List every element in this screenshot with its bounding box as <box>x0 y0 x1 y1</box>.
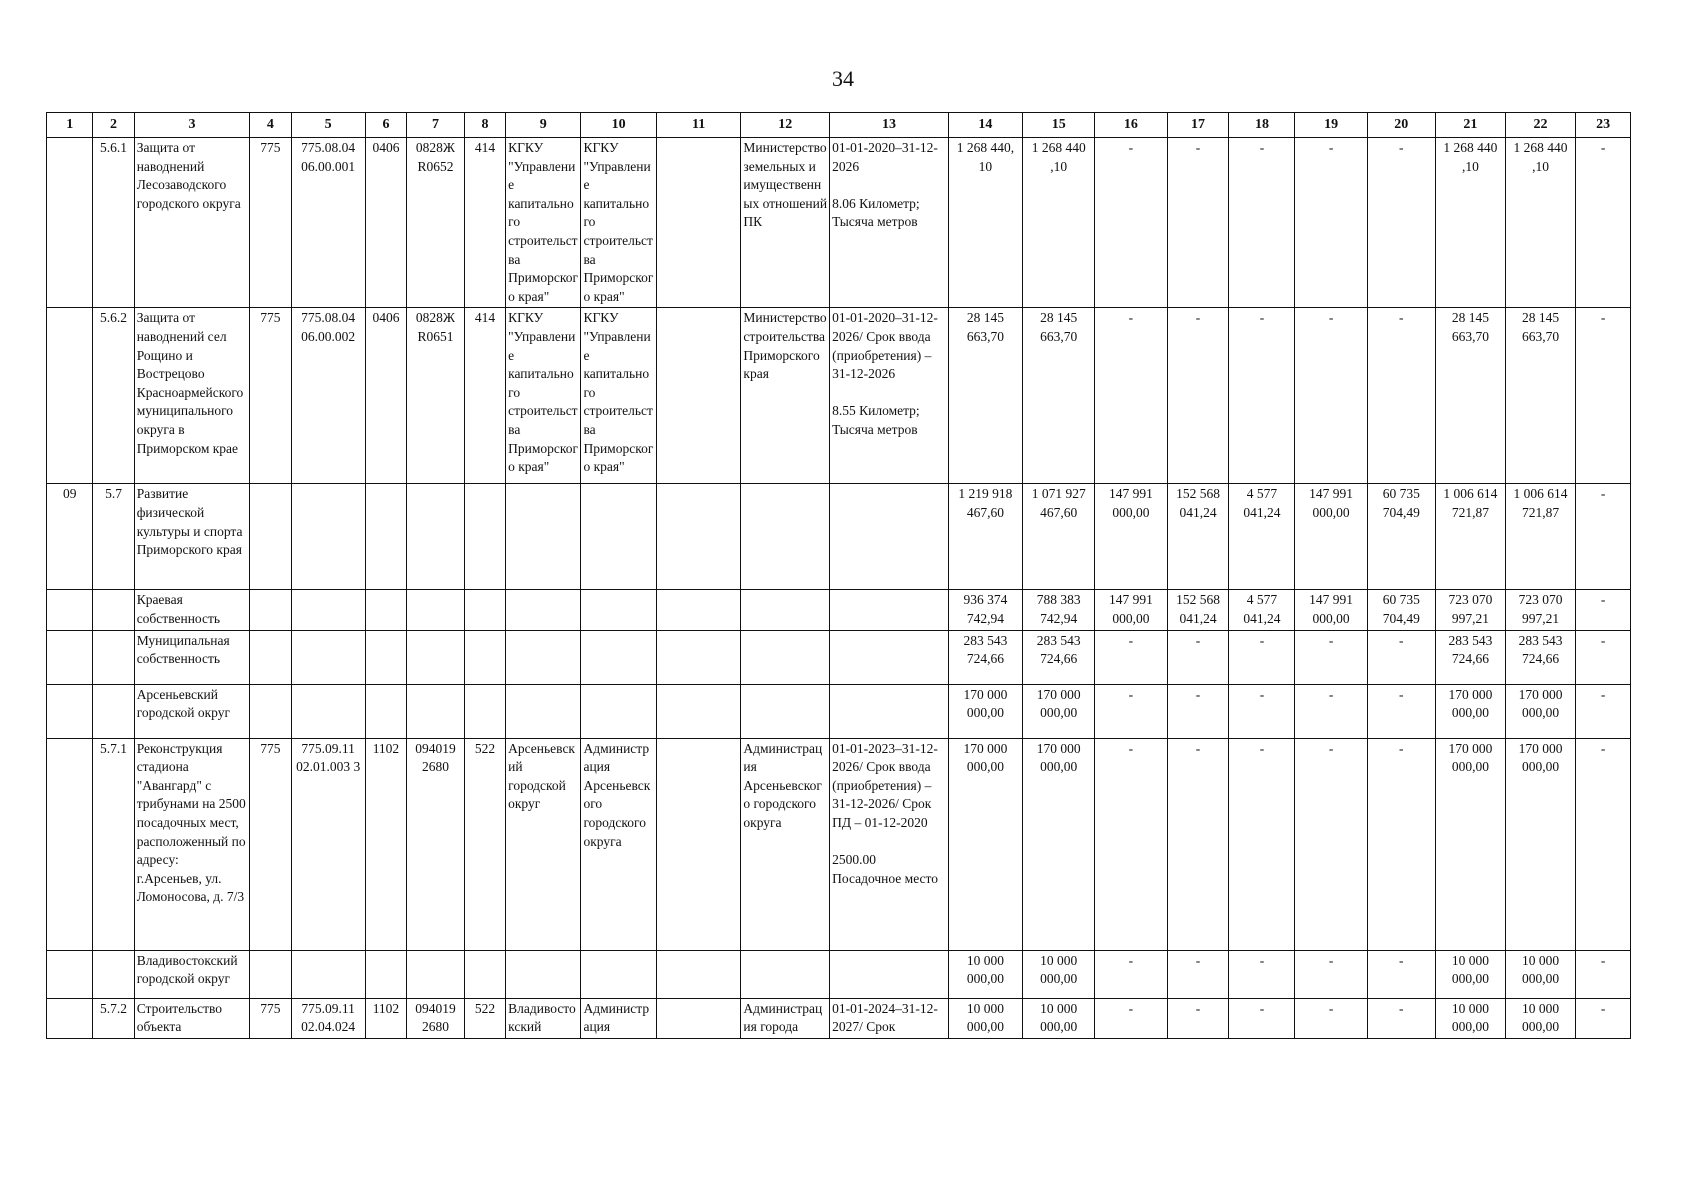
table-cell: 28 145 663,70 <box>1023 308 1095 484</box>
table-cell: 1 006 614 721,87 <box>1435 484 1505 590</box>
table-cell: - <box>1167 998 1229 1038</box>
table-cell <box>365 484 406 590</box>
table-cell <box>365 950 406 998</box>
table-cell: - <box>1095 950 1167 998</box>
table-cell <box>47 950 93 998</box>
column-header: 10 <box>581 113 656 138</box>
table-cell: 723 070 997,21 <box>1435 590 1505 630</box>
table-cell: 775.09.11 02.04.024 <box>291 998 365 1038</box>
column-header: 11 <box>656 113 741 138</box>
table-cell <box>291 684 365 738</box>
table-cell: - <box>1576 138 1631 308</box>
table-cell: 414 <box>464 138 505 308</box>
table-cell: - <box>1167 630 1229 684</box>
table-cell: - <box>1095 738 1167 950</box>
table-row <box>47 484 1631 590</box>
table-cell: - <box>1229 684 1295 738</box>
column-header: 8 <box>464 113 505 138</box>
table-row <box>47 590 1631 630</box>
table-cell: 10 000 000,00 <box>1435 950 1505 998</box>
table-cell: - <box>1295 138 1367 308</box>
table-cell <box>365 684 406 738</box>
table-cell: - <box>1367 950 1435 998</box>
table-cell: - <box>1095 684 1167 738</box>
table-cell <box>464 684 505 738</box>
column-header: 1 <box>47 113 93 138</box>
table-row <box>47 738 1631 950</box>
table-cell: 1 071 927 467,60 <box>1023 484 1095 590</box>
table-cell <box>656 630 741 684</box>
table-cell: 1 268 440, 10 <box>948 138 1022 308</box>
table-cell: - <box>1167 684 1229 738</box>
table-cell: 01-01-2024–31-12-2027/ Срок <box>830 998 949 1038</box>
table-cell: - <box>1367 630 1435 684</box>
table-cell: 10 000 000,00 <box>948 998 1022 1038</box>
table-cell: - <box>1167 738 1229 950</box>
table-cell <box>407 484 465 590</box>
column-header: 5 <box>291 113 365 138</box>
table-cell: 152 568 041,24 <box>1167 484 1229 590</box>
table-cell: Муниципальная собственность <box>134 630 250 684</box>
table-cell: Владивостокский <box>506 998 581 1038</box>
table-row <box>47 308 1631 484</box>
column-header: 13 <box>830 113 949 138</box>
column-header-row <box>47 113 1631 138</box>
table-cell: - <box>1095 308 1167 484</box>
table-cell <box>830 630 949 684</box>
table-cell <box>47 738 93 950</box>
table-cell: 094019 2680 <box>407 738 465 950</box>
table-cell <box>581 590 656 630</box>
table-cell: 1102 <box>365 998 406 1038</box>
table-cell: 775 <box>250 738 291 950</box>
table-cell: 414 <box>464 308 505 484</box>
table-cell: - <box>1095 998 1167 1038</box>
table-cell: 10 000 000,00 <box>1023 998 1095 1038</box>
table-cell: - <box>1576 630 1631 684</box>
table-cell: - <box>1576 684 1631 738</box>
table-cell: 775.09.11 02.01.003 3 <box>291 738 365 950</box>
table-cell: 283 543 724,66 <box>1435 630 1505 684</box>
table-cell: - <box>1367 998 1435 1038</box>
table-cell <box>656 138 741 308</box>
table-cell: 775.08.04 06.00.002 <box>291 308 365 484</box>
table-cell: 09 <box>47 484 93 590</box>
table-cell <box>93 590 134 630</box>
table-cell: 170 000 000,00 <box>948 684 1022 738</box>
table-cell <box>830 950 949 998</box>
table-cell <box>47 308 93 484</box>
table-cell <box>250 484 291 590</box>
table-cell: 147 991 000,00 <box>1095 484 1167 590</box>
table-cell <box>407 630 465 684</box>
table-cell <box>464 950 505 998</box>
column-header: 9 <box>506 113 581 138</box>
table-cell: 28 145 663,70 <box>1435 308 1505 484</box>
table-cell <box>291 630 365 684</box>
table-cell <box>656 738 741 950</box>
page-number: 34 <box>832 66 854 91</box>
table-cell: 147 991 000,00 <box>1295 484 1367 590</box>
table-cell: - <box>1367 308 1435 484</box>
table-cell <box>581 630 656 684</box>
table-cell: Арсеньевский городской округ <box>134 684 250 738</box>
table-cell <box>464 590 505 630</box>
table-cell: 283 543 724,66 <box>1023 630 1095 684</box>
table-cell: Краевая собственность <box>134 590 250 630</box>
table-cell <box>830 484 949 590</box>
table-cell: 775 <box>250 998 291 1038</box>
table-cell: - <box>1229 998 1295 1038</box>
table-cell <box>291 484 365 590</box>
table-cell: - <box>1229 138 1295 308</box>
table-cell <box>47 590 93 630</box>
column-header: 18 <box>1229 113 1295 138</box>
table-cell: Защита от наводнений Лесозаводского городского округа <box>134 138 250 308</box>
table-cell: Министерство земельных и имущественных отношений ПК <box>741 138 830 308</box>
table-cell <box>407 950 465 998</box>
table-cell: - <box>1367 738 1435 950</box>
table-cell: 170 000 000,00 <box>1435 738 1505 950</box>
table-cell: - <box>1167 950 1229 998</box>
column-header: 23 <box>1576 113 1631 138</box>
table-cell: Строительство объекта <box>134 998 250 1038</box>
table-cell <box>250 950 291 998</box>
table-cell: - <box>1095 630 1167 684</box>
table-row <box>47 138 1631 308</box>
table-row <box>47 950 1631 998</box>
table-cell <box>506 950 581 998</box>
table-cell: Развитие физической культуры и спорта Приморского края <box>134 484 250 590</box>
table-cell: 1102 <box>365 738 406 950</box>
table-cell: 1 268 440 ,10 <box>1505 138 1575 308</box>
table-cell <box>656 950 741 998</box>
column-header: 6 <box>365 113 406 138</box>
table-cell: 775 <box>250 308 291 484</box>
table-cell: 147 991 000,00 <box>1295 590 1367 630</box>
table-cell: 170 000 000,00 <box>1023 738 1095 950</box>
table-cell: 60 735 704,49 <box>1367 484 1435 590</box>
table-cell: 152 568 041,24 <box>1167 590 1229 630</box>
table-cell: 775 <box>250 138 291 308</box>
table-cell <box>656 308 741 484</box>
table-cell: 283 543 724,66 <box>1505 630 1575 684</box>
column-header: 12 <box>741 113 830 138</box>
table-cell <box>93 630 134 684</box>
table-cell <box>365 630 406 684</box>
table-cell: - <box>1229 738 1295 950</box>
column-header: 15 <box>1023 113 1095 138</box>
table-cell: 5.7.1 <box>93 738 134 950</box>
table-cell: 5.6.1 <box>93 138 134 308</box>
table-cell: Администрация города <box>741 998 830 1038</box>
table-cell: Владивостокский городской округ <box>134 950 250 998</box>
table-cell: 28 145 663,70 <box>1505 308 1575 484</box>
table-row <box>47 998 1631 1038</box>
table-cell <box>741 684 830 738</box>
table-cell <box>365 590 406 630</box>
table-cell: - <box>1576 738 1631 950</box>
table-cell <box>581 950 656 998</box>
table-cell <box>830 590 949 630</box>
table-cell: - <box>1229 950 1295 998</box>
table-cell <box>506 590 581 630</box>
column-header: 20 <box>1367 113 1435 138</box>
table-cell <box>291 590 365 630</box>
table-cell: Защита от наводнений сел Рощино и Вострецово Красноармейского муниципального округа в Приморском крае <box>134 308 250 484</box>
table-cell: Администрация Арсеньевского городского округа <box>741 738 830 950</box>
table-cell <box>47 998 93 1038</box>
table-cell: 4 577 041,24 <box>1229 590 1295 630</box>
table-row <box>47 684 1631 738</box>
table-cell <box>830 684 949 738</box>
table-cell: 936 374 742,94 <box>948 590 1022 630</box>
table-cell: 10 000 000,00 <box>1505 950 1575 998</box>
table-cell: 0828Ж R0651 <box>407 308 465 484</box>
table-cell: 10 000 000,00 <box>1435 998 1505 1038</box>
table-cell <box>464 484 505 590</box>
table-cell <box>506 630 581 684</box>
table-cell: - <box>1295 308 1367 484</box>
table-cell <box>250 630 291 684</box>
column-header: 7 <box>407 113 465 138</box>
column-header: 2 <box>93 113 134 138</box>
table-cell <box>581 684 656 738</box>
table-cell <box>741 590 830 630</box>
table-cell: - <box>1295 630 1367 684</box>
table-cell <box>581 484 656 590</box>
table-cell: 1 006 614 721,87 <box>1505 484 1575 590</box>
table-cell: - <box>1295 998 1367 1038</box>
table-cell <box>464 630 505 684</box>
table-cell: 5.7.2 <box>93 998 134 1038</box>
table-cell: - <box>1367 684 1435 738</box>
table-cell: - <box>1295 738 1367 950</box>
table-cell: 1 268 440 ,10 <box>1435 138 1505 308</box>
table-cell: 723 070 997,21 <box>1505 590 1575 630</box>
table-cell: 01-01-2023–31-12-2026/ Срок ввода (приобретения) – 31-12-2026/ Срок ПД – 01-12-2020 2500.00 Посадочное место <box>830 738 949 950</box>
table-cell: - <box>1367 138 1435 308</box>
table-cell: 1 219 918 467,60 <box>948 484 1022 590</box>
table-cell <box>250 684 291 738</box>
table-cell <box>741 950 830 998</box>
table-cell: Администрация <box>581 998 656 1038</box>
table-cell: 170 000 000,00 <box>1505 684 1575 738</box>
budget-table <box>46 112 1631 1039</box>
table-cell: 283 543 724,66 <box>948 630 1022 684</box>
table-cell: 522 <box>464 738 505 950</box>
table-cell <box>656 484 741 590</box>
table-cell: - <box>1295 950 1367 998</box>
table-cell: 10 000 000,00 <box>948 950 1022 998</box>
table-cell <box>506 684 581 738</box>
table-cell: - <box>1167 138 1229 308</box>
table-cell: Министерство строительства Приморского края <box>741 308 830 484</box>
table-cell: КГКУ "Управление капитального строительства Приморского края" <box>581 138 656 308</box>
column-header: 3 <box>134 113 250 138</box>
table-cell <box>741 484 830 590</box>
table-cell: - <box>1295 684 1367 738</box>
table-cell <box>93 950 134 998</box>
table-cell: 0406 <box>365 308 406 484</box>
table-cell: 522 <box>464 998 505 1038</box>
table-cell: 094019 2680 <box>407 998 465 1038</box>
table-cell <box>93 684 134 738</box>
table-cell: 01-01-2020–31-12-2026/ Срок ввода (приобретения) – 31-12-2026 8.55 Километр; Тысяча метров <box>830 308 949 484</box>
table-cell <box>506 484 581 590</box>
table-cell <box>656 998 741 1038</box>
table-cell <box>47 684 93 738</box>
table-cell <box>741 630 830 684</box>
table-cell: 170 000 000,00 <box>1023 684 1095 738</box>
table-cell: 4 577 041,24 <box>1229 484 1295 590</box>
table-cell: 28 145 663,70 <box>948 308 1022 484</box>
table-cell: - <box>1167 308 1229 484</box>
table-cell: Администрация Арсеньевского городского округа <box>581 738 656 950</box>
table-cell: - <box>1576 484 1631 590</box>
table-cell: Арсеньевский городской округ <box>506 738 581 950</box>
table-cell: 10 000 000,00 <box>1505 998 1575 1038</box>
column-header: 17 <box>1167 113 1229 138</box>
table-row <box>47 630 1631 684</box>
table-cell: - <box>1229 308 1295 484</box>
table-cell: КГКУ "Управление капитального строительства Приморского края" <box>581 308 656 484</box>
column-header: 4 <box>250 113 291 138</box>
table-cell: 775.08.04 06.00.001 <box>291 138 365 308</box>
table-cell: 10 000 000,00 <box>1023 950 1095 998</box>
table-cell: 170 000 000,00 <box>948 738 1022 950</box>
table-cell: 60 735 704,49 <box>1367 590 1435 630</box>
table-cell: 5.7 <box>93 484 134 590</box>
table-cell: 788 383 742,94 <box>1023 590 1095 630</box>
table-cell: 01-01-2020–31-12-2026 8.06 Километр; Тысяча метров <box>830 138 949 308</box>
table-cell: 5.6.2 <box>93 308 134 484</box>
table-cell <box>47 630 93 684</box>
column-header: 22 <box>1505 113 1575 138</box>
table-cell <box>250 590 291 630</box>
table-cell: 0406 <box>365 138 406 308</box>
table-cell: - <box>1576 998 1631 1038</box>
table-cell <box>656 684 741 738</box>
table-cell: - <box>1229 630 1295 684</box>
table-cell: - <box>1576 950 1631 998</box>
column-header: 14 <box>948 113 1022 138</box>
table-cell: 0828Ж R0652 <box>407 138 465 308</box>
table-cell: Реконструкция стадиона "Авангард" с трибунами на 2500 посадочных мест, расположенный по адресу: г.Арсеньев, ул. Ломоносова, д. 7/3 <box>134 738 250 950</box>
column-header: 19 <box>1295 113 1367 138</box>
table-cell: 170 000 000,00 <box>1435 684 1505 738</box>
table-cell <box>656 590 741 630</box>
table-cell: КГКУ "Управление капитального строительства Приморского края" <box>506 138 581 308</box>
table-cell <box>407 590 465 630</box>
table-cell: - <box>1576 590 1631 630</box>
table-cell: КГКУ "Управление капитального строительства Приморского края" <box>506 308 581 484</box>
table-cell: - <box>1576 308 1631 484</box>
table-cell: - <box>1095 138 1167 308</box>
table-cell <box>407 684 465 738</box>
table-cell <box>47 138 93 308</box>
table-cell <box>291 950 365 998</box>
table-cell: 147 991 000,00 <box>1095 590 1167 630</box>
column-header: 16 <box>1095 113 1167 138</box>
table-cell: 1 268 440 ,10 <box>1023 138 1095 308</box>
table-cell: 170 000 000,00 <box>1505 738 1575 950</box>
column-header: 21 <box>1435 113 1505 138</box>
